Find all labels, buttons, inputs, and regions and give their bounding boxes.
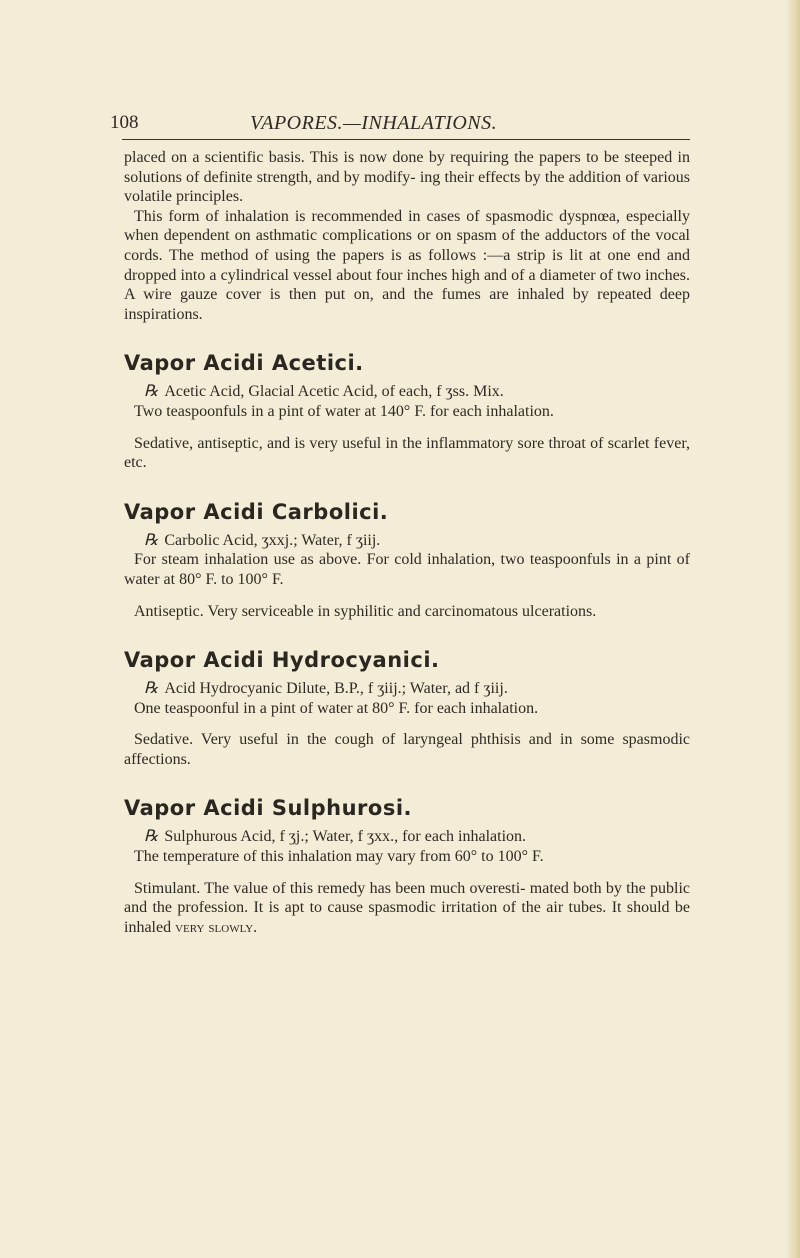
section-vapor-acidi-sulphurosi <box>124 795 690 937</box>
notes: Sedative. Very useful in the cough of laryngeal phthisis and in some spasmodic affections. <box>124 731 690 768</box>
page-header <box>110 112 690 138</box>
intro-paragraph-2: This form of inhalation is recommended in cases of spasmodic dyspnœa, especially when dependent on asthmatic complications or on spasm of the adductors of the vocal cords. The method of using the papers is as follows :—a strip is lit at one end and dropped into a cylindrical vessel about four inches high and of a diameter of two inches. A wire gauze cover is then put on, and the fumes are inhaled by repeated deep inspirations. <box>124 207 690 323</box>
directions: The temperature of this inhalation may vary from 60° to 100° F. <box>134 848 544 866</box>
prescription-text: Acetic Acid, Glacial Acetic Acid, of each, f ʒss. Mix. <box>164 383 504 401</box>
directions: For steam inhalation use as above. For cold inhalation, two teaspoonfuls in a pint of water at 80° F. to 100° F. <box>124 551 690 588</box>
prescription <box>124 382 690 402</box>
section-title: Vapor Acidi Carbolici. <box>124 499 389 524</box>
notes <box>124 879 690 938</box>
section-vapor-acidi-hydrocyanici <box>124 647 690 769</box>
prescription <box>124 531 690 551</box>
section-title: Vapor Acidi Sulphurosi. <box>124 796 413 821</box>
running-title: VAPORES.—INHALATIONS. <box>250 112 498 134</box>
prescription <box>124 827 690 847</box>
directions: Two teaspoonfuls in a pint of water at 140° F. for each inhalation. <box>134 402 554 420</box>
section-title: Vapor Acidi Acetici. <box>124 351 364 376</box>
header-rule <box>122 139 690 140</box>
section-vapor-acidi-carbolici <box>124 499 690 621</box>
recipe-icon: ℞ <box>144 531 159 549</box>
section-vapor-acidi-acetici <box>124 350 690 472</box>
prescription-text: Sulphurous Acid, f ʒj.; Water, f ʒxx., for each inhalation. <box>164 828 527 846</box>
page-body <box>124 148 690 937</box>
page-edge-shadow <box>786 0 800 1258</box>
page-number: 108 <box>110 112 139 133</box>
recipe-icon: ℞ <box>144 383 159 401</box>
notes-text: Stimulant. The value of this remedy has been much overesti- mated both by the public and the profession. It is apt to cause spasmodic irritation of the air tubes. It should be inhaled <box>124 879 690 936</box>
directions: One teaspoonful in a pint of water at 80° F. for each inhalation. <box>134 699 539 717</box>
prescription <box>124 679 690 699</box>
prescription-text: Acid Hydrocyanic Dilute, B.P., f ʒiij.; Water, ad f ʒiij. <box>164 680 508 698</box>
notes: Antiseptic. Very serviceable in syphilitic and carcinomatous ulcerations. <box>134 602 597 620</box>
prescription-text: Carbolic Acid, ʒxxj.; Water, f ʒiij. <box>164 531 381 549</box>
notes-emphasis: very slowly. <box>175 918 258 936</box>
recipe-icon: ℞ <box>144 680 159 698</box>
section-title: Vapor Acidi Hydrocyanici. <box>124 648 440 673</box>
notes: Sedative, antiseptic, and is very useful in the inflammatory sore throat of scarlet fever, etc. <box>124 434 690 472</box>
intro-paragraph-1: placed on a scientific basis. This is now done by requiring the papers to be steeped in solutions of definite strength, and by modify- ing their effects by the addition of various volatile principles. <box>124 149 690 206</box>
recipe-icon: ℞ <box>144 828 159 846</box>
